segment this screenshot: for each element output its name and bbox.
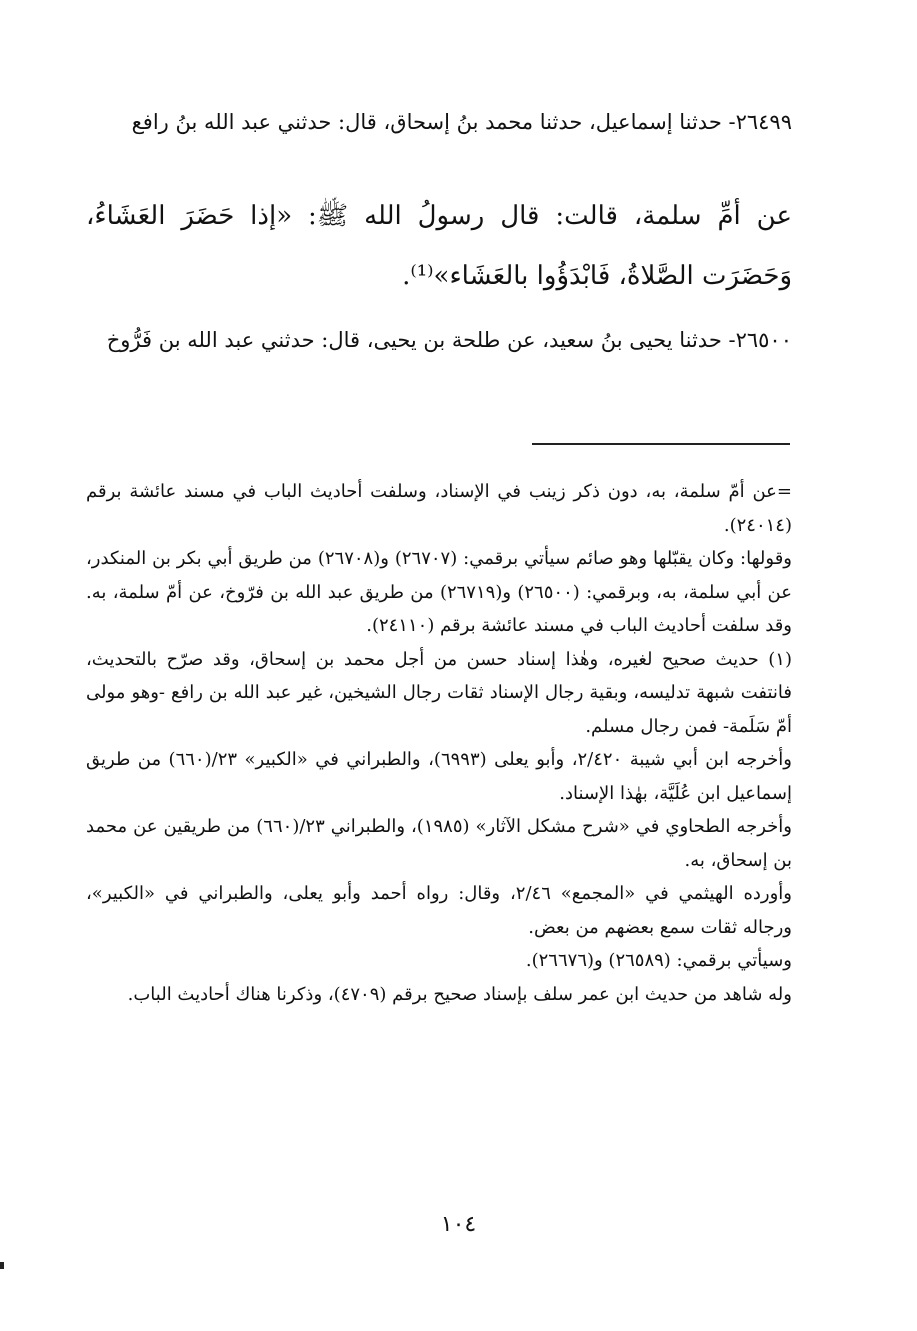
footnote-continuation: =عن أمّ سلمة، به، دون ذكر زينب في الإسناد، وسلفت أحاديث الباب في مسند عائشة برقم (٢٤٠١٤).: [86, 481, 792, 536]
footnote-takhrij-2: وأخرجه الطحاوي في «شرح مشكل الآثار» (١٩٨٥)، والطبراني ٢٣/(٦٦٠) من طريقين عن محمد بن إسحاق، به.: [86, 816, 792, 871]
page-number: ١٠٤: [440, 1212, 477, 1237]
hadith-26500-isnad-text: ٢٦٥٠٠- حدثنا يحيى بنُ سعيد، عن طلحة بن يحيى، قال: حدثني عبد الله بن فَرُّوخ: [106, 328, 792, 352]
hadith-26499-isnad-text: ٢٦٤٩٩- حدثنا إسماعيل، حدثنا محمد بنُ إسحاق، قال: حدثني عبد الله بنُ رافع: [131, 110, 792, 134]
footnote-shahid: وله شاهد من حديث ابن عمر سلف بإسناد صحيح برقم (٤٧٠٩)، وذكرنا هناك أحاديث الباب.: [127, 983, 792, 1005]
scan-edge-mark: [0, 1262, 4, 1269]
hadith-26499-isnad: [86, 100, 792, 144]
footnotes: [86, 475, 792, 1011]
footnote-qawluha: وقولها: وكان يقبّلها وهو صائم سيأتي برقمي: (٢٦٧٠٧) و(٢٦٧٠٨) من طريق أبي بكر بن المنكدر، عن أبي سلمة، به، وبرقمي: (٢٦٥٠٠) و(٢٦٧١٩) من طريق عبد الله بن فرّوخ، عن أمّ سلمة، به. وقد سلفت أحاديث الباب في مسند عائشة برقم (٢٤١١٠).: [86, 548, 792, 636]
footnote-takhrij-3: وأورده الهيثمي في «المجمع» ٢/٤٦، وقال: رواه أحمد وأبو يعلى، والطبراني في «الكبير»، ورجاله ثقات سمع بعضهم من بعض.: [86, 883, 792, 938]
footnote-takhrij-1: وأخرجه ابن أبي شيبة ٢/٤٢٠، وأبو يعلى (٦٩٩٣)، والطبراني في «الكبير» ٢٣/(٦٦٠) من طريق إسماعيل ابن عُلَيَّة، بهٰذا الإسناد.: [86, 749, 792, 804]
footnote-1: (١) حديث صحيح لغيره، وهٰذا إسناد حسن من أجل محمد بن إسحاق، وقد صرّح بالتحديث، فانتفت شبهة تدليسه، وبقية رجال الإسناد ثقات رجال الشيخين، غير عبد الله بن رافع -وهو مولى أمّ سَلَمة- فمن رجال مسلم.: [86, 648, 793, 737]
hadith-26499-matn: [86, 186, 792, 306]
hadith-26499-matn-text: عن أمِّ سلمة، قالت: قال رسولُ الله ﷺ: «إذا حَضَرَ العَشَاءُ، وَحَضَرَت الصَّلاةُ، فَابْدَؤُوا بالعَشَاء»⁽¹⁾.: [86, 201, 792, 291]
footnote-separator: [532, 443, 790, 445]
hadith-26500-isnad: [86, 318, 792, 362]
footnote-sayati: وسيأتي برقمي: (٢٦٥٨٩) و(٢٦٦٧٦).: [525, 950, 792, 971]
